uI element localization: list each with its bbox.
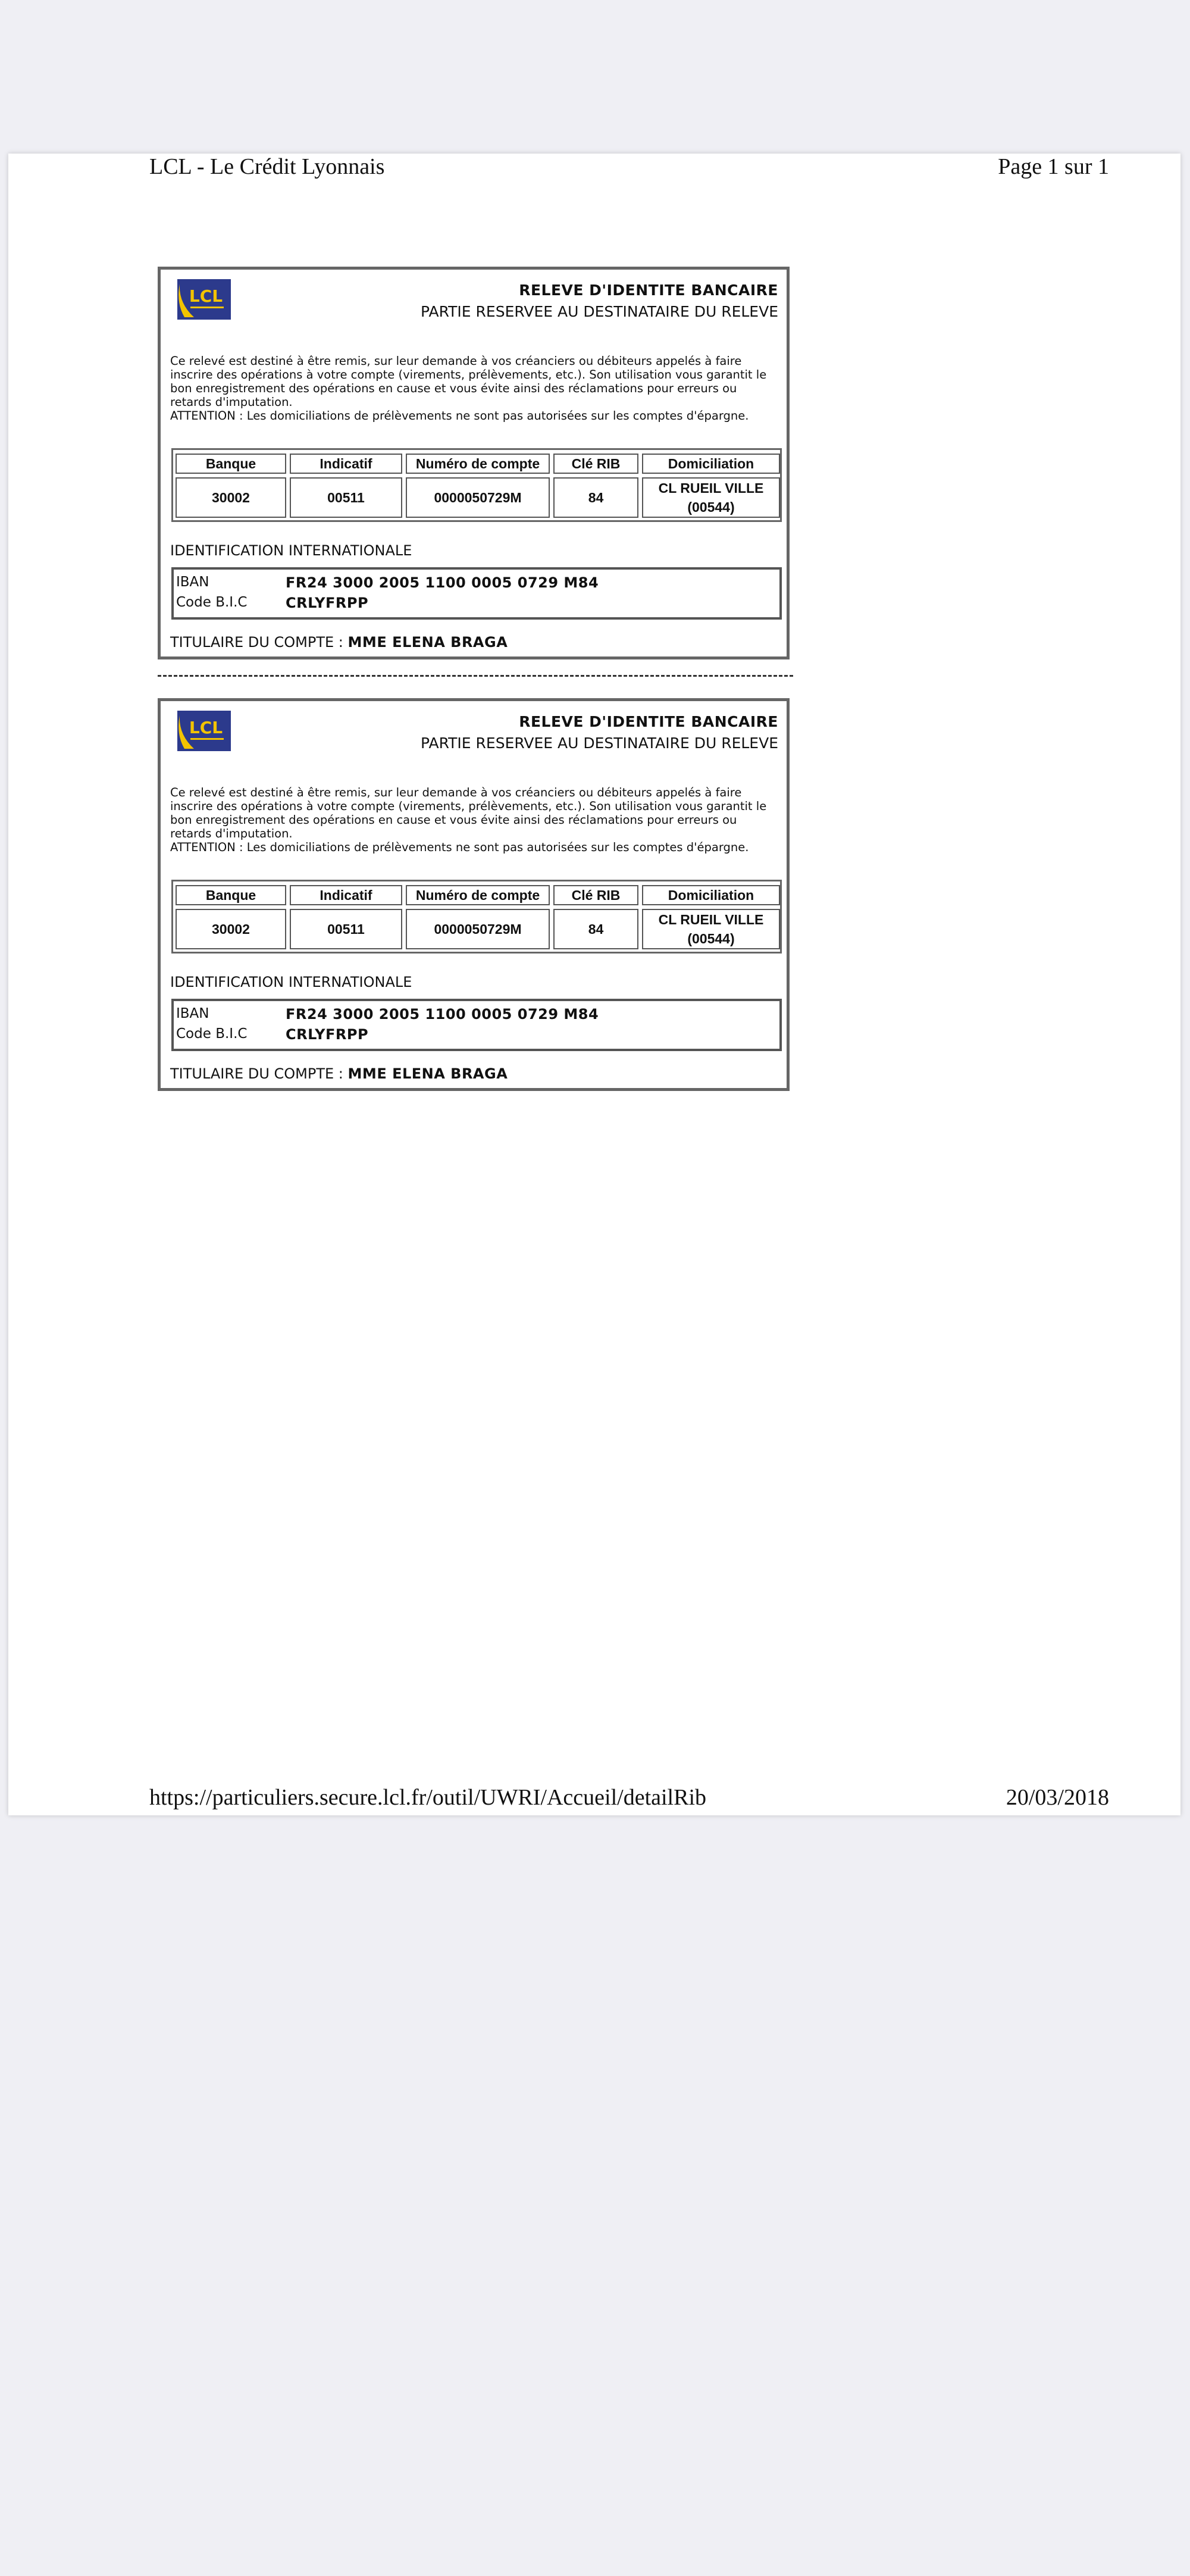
intl-title: IDENTIFICATION INTERNATIONALE	[170, 974, 412, 990]
col-header-domiciliation: Domiciliation	[642, 454, 780, 474]
rib-card	[158, 267, 790, 659]
bic-label: Code B.I.C	[176, 595, 248, 610]
bic-value: CRLYFRPP	[286, 1026, 369, 1043]
value-domiciliation	[642, 909, 780, 949]
col-header-numero: Numéro de compte	[406, 454, 550, 474]
iban-value: FR24 3000 2005 1100 0005 0729 M84	[286, 574, 599, 591]
footer-url: https://particuliers.secure.lcl.fr/outil/UWRI/Accueil/detailRib	[149, 1785, 707, 1810]
attention-text: ATTENTION : Les domiciliations de prélèvements ne sont pas autorisées sur les comptes d'épargne.	[170, 840, 749, 854]
rib-description	[170, 354, 777, 423]
value-domiciliation	[642, 477, 780, 518]
logo-text: LCL	[189, 286, 223, 306]
holder-label: TITULAIRE DU COMPTE :	[170, 634, 343, 651]
lcl-logo-icon	[177, 711, 231, 751]
iban-label: IBAN	[176, 574, 209, 590]
iban-value: FR24 3000 2005 1100 0005 0729 M84	[286, 1006, 599, 1023]
document-page	[8, 154, 1180, 1815]
iban-box	[171, 999, 782, 1051]
value-numero: 0000050729M	[406, 477, 550, 518]
holder-name: MME ELENA BRAGA	[347, 634, 508, 651]
col-header-cle: Clé RIB	[553, 885, 638, 905]
domiciliation-line2: (00544)	[687, 499, 735, 515]
domiciliation-line1: CL RUEIL VILLE	[658, 480, 764, 496]
iban-box	[171, 567, 782, 620]
value-banque: 30002	[176, 477, 286, 518]
col-header-indicatif: Indicatif	[290, 454, 402, 474]
value-cle: 84	[553, 477, 638, 518]
logo-text: LCL	[189, 718, 223, 737]
iban-label: IBAN	[176, 1006, 209, 1021]
account-holder	[170, 634, 508, 651]
intl-title: IDENTIFICATION INTERNATIONALE	[170, 542, 412, 559]
col-header-indicatif: Indicatif	[290, 885, 402, 905]
holder-label: TITULAIRE DU COMPTE :	[170, 1065, 343, 1082]
header-page-number: Page 1 sur 1	[998, 154, 1109, 179]
rib-subtitle: PARTIE RESERVEE AU DESTINATAIRE DU RELEVE	[421, 303, 778, 320]
col-header-banque: Banque	[176, 885, 286, 905]
value-banque: 30002	[176, 909, 286, 949]
col-header-domiciliation: Domiciliation	[642, 885, 780, 905]
col-header-numero: Numéro de compte	[406, 885, 550, 905]
rib-description	[170, 786, 777, 854]
description-text: Ce relevé est destiné à être remis, sur leur demande à vos créanciers ou débiteurs appelés à faire inscrire des opérations à votre compte (virements, prélèvements, etc.). Son utilisation vous garantit le bon enregistrement des opérations en cause et vous évite ainsi des réclamations pour erreurs ou retards d'imputation.	[170, 354, 767, 409]
account-table	[171, 448, 782, 522]
value-cle: 84	[553, 909, 638, 949]
holder-name: MME ELENA BRAGA	[347, 1065, 508, 1082]
account-table	[171, 880, 782, 954]
lcl-logo-icon	[177, 279, 231, 320]
value-numero: 0000050729M	[406, 909, 550, 949]
description-text: Ce relevé est destiné à être remis, sur leur demande à vos créanciers ou débiteurs appelés à faire inscrire des opérations à votre compte (virements, prélèvements, etc.). Son utilisation vous garantit le bon enregistrement des opérations en cause et vous évite ainsi des réclamations pour erreurs ou retards d'imputation.	[170, 786, 767, 840]
account-holder	[170, 1065, 508, 1082]
domiciliation-line1: CL RUEIL VILLE	[658, 912, 764, 927]
cut-line	[158, 675, 793, 677]
header-bank-name: LCL - Le Crédit Lyonnais	[149, 154, 385, 179]
col-header-banque: Banque	[176, 454, 286, 474]
value-indicatif: 00511	[290, 477, 402, 518]
rib-subtitle: PARTIE RESERVEE AU DESTINATAIRE DU RELEVE	[421, 734, 778, 752]
col-header-cle: Clé RIB	[553, 454, 638, 474]
rib-card	[158, 698, 790, 1091]
value-indicatif: 00511	[290, 909, 402, 949]
bic-value: CRLYFRPP	[286, 595, 369, 611]
rib-title: RELEVE D'IDENTITE BANCAIRE	[519, 713, 778, 730]
bic-label: Code B.I.C	[176, 1026, 248, 1042]
footer-date: 20/03/2018	[1006, 1785, 1109, 1810]
domiciliation-line2: (00544)	[687, 931, 735, 946]
attention-text: ATTENTION : Les domiciliations de prélèvements ne sont pas autorisées sur les comptes d'épargne.	[170, 409, 749, 423]
rib-title: RELEVE D'IDENTITE BANCAIRE	[519, 282, 778, 299]
